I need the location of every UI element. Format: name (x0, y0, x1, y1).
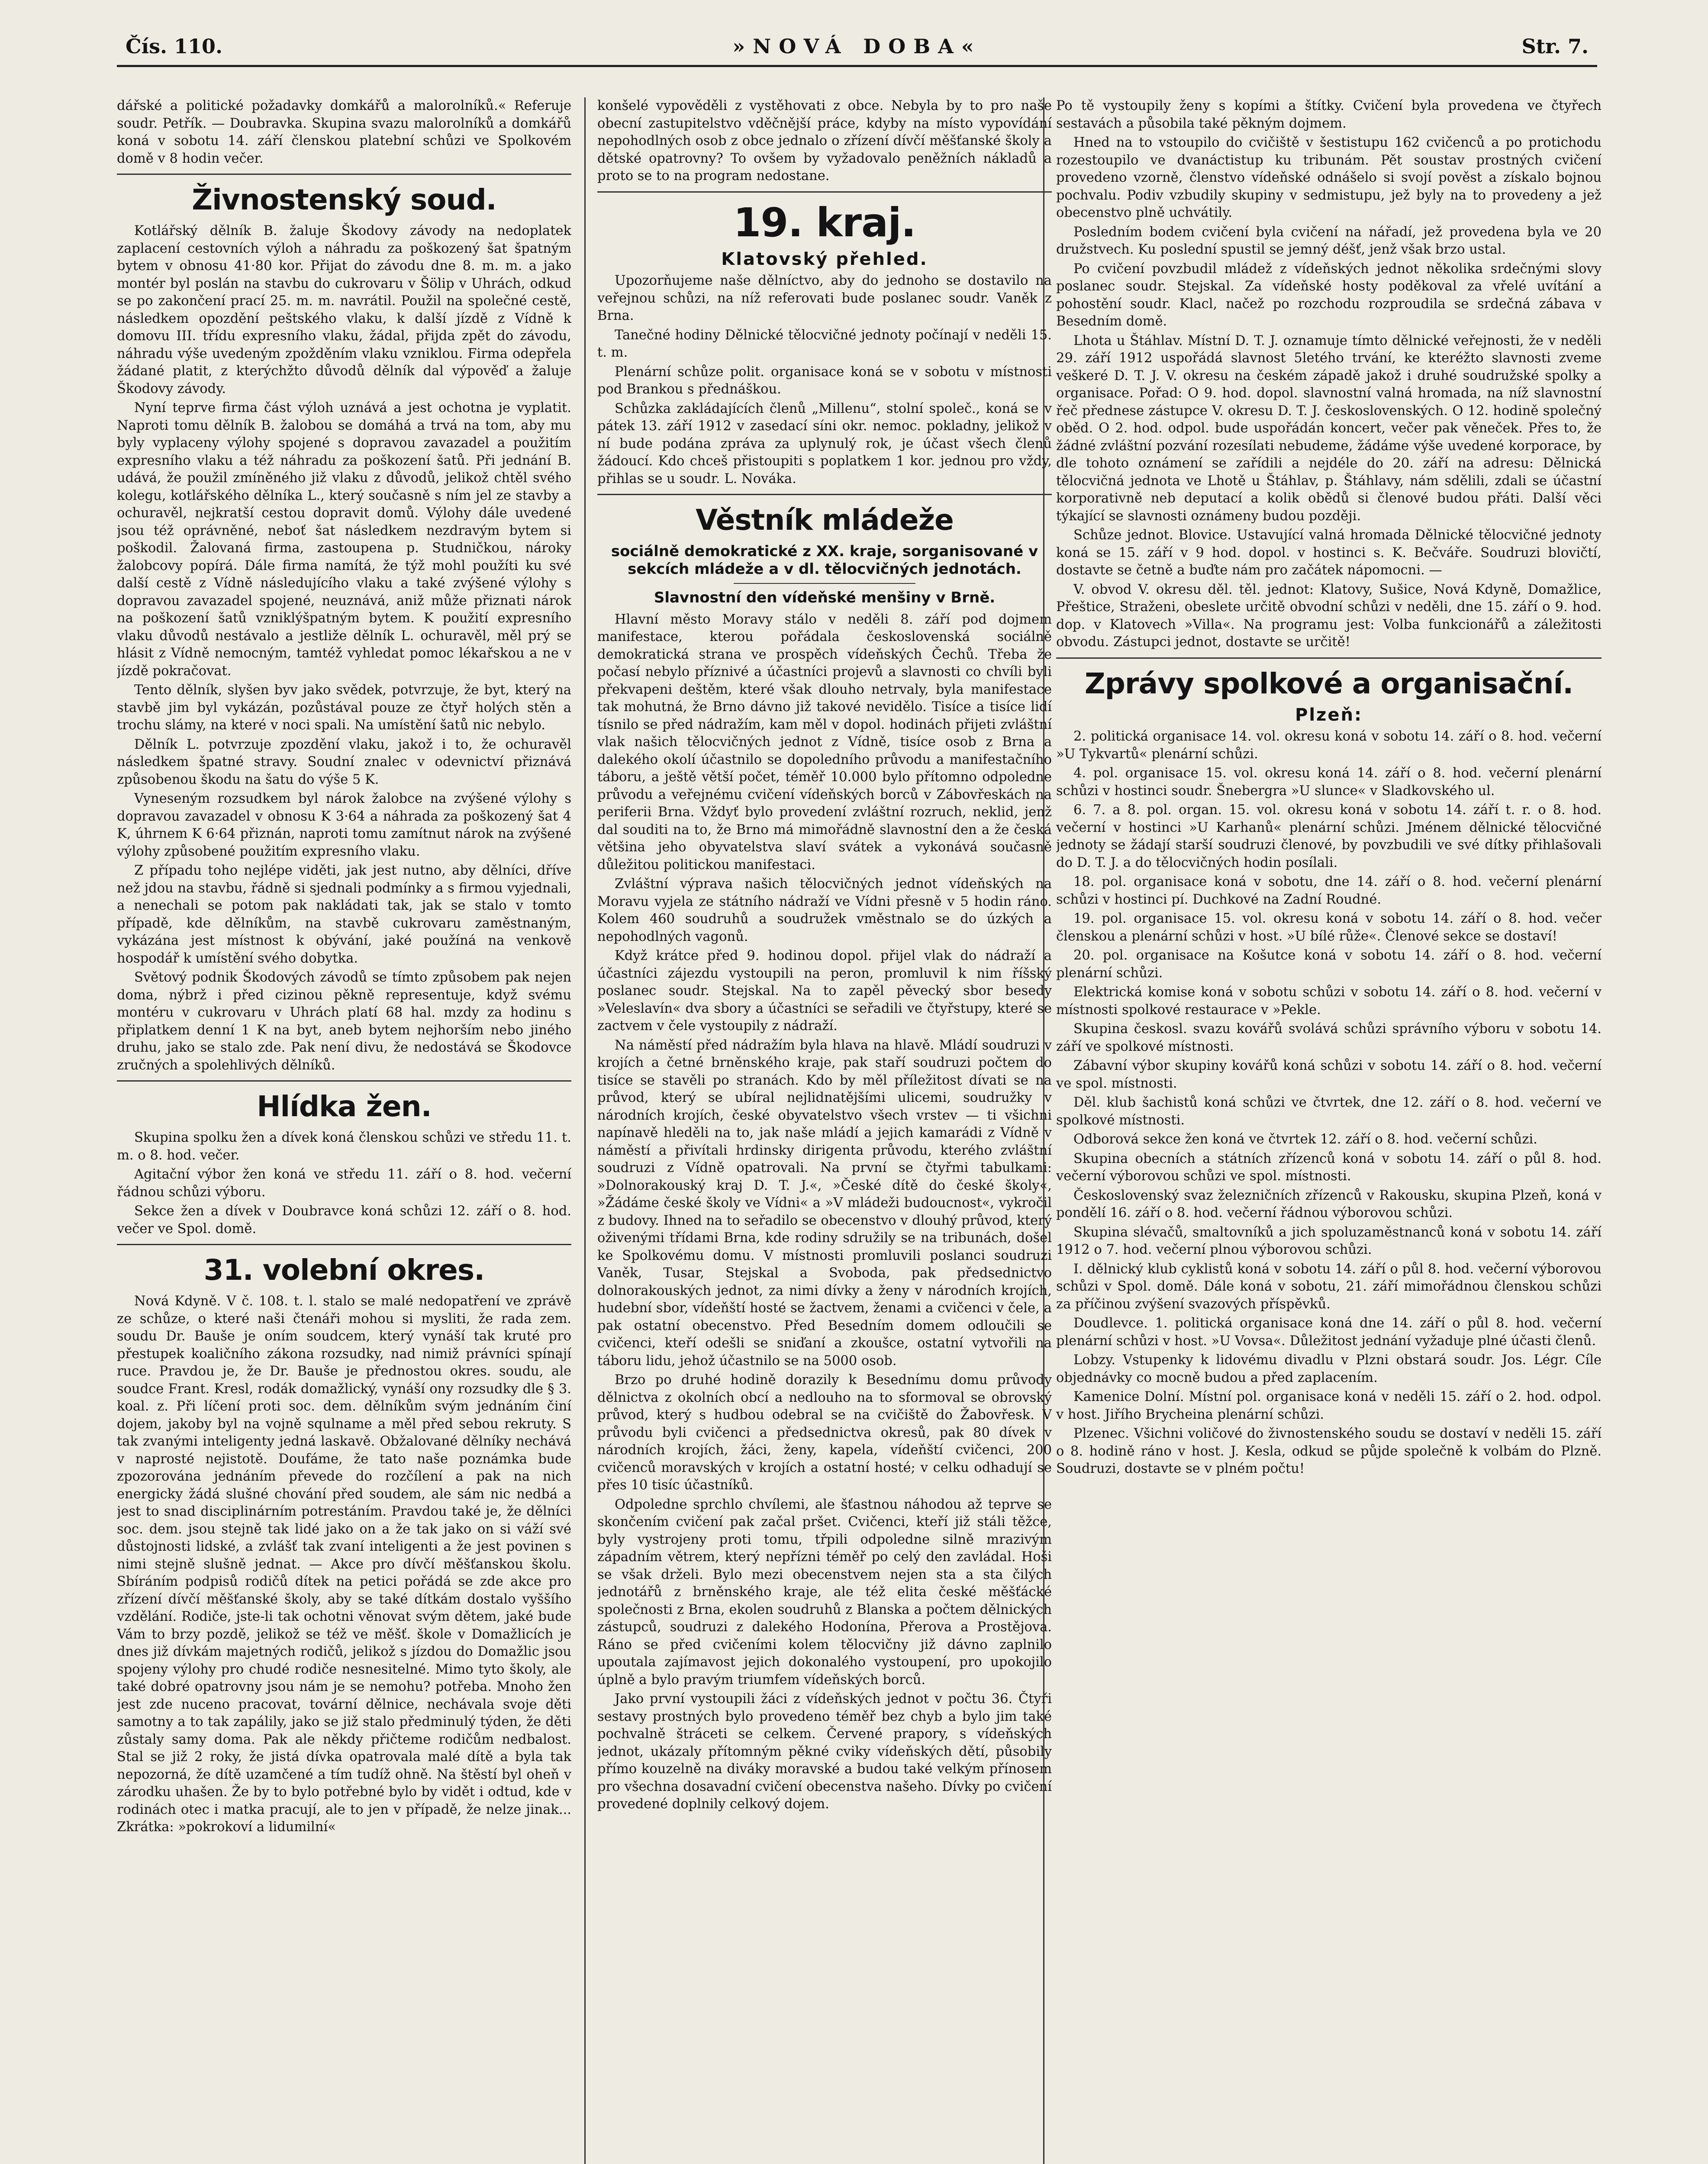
article-paragraph: Po cvičení povzbudil mládež z vídeňských jednot několika srdečnými slovy poslanec soudr. Stejskal. Za vídeňské hosty poděkoval za vřelé uvítání a pohostění soudr. Klacl, načež po rozchodu rozproudila se srdečná zábava v Besedním domě. (1056, 261, 1602, 329)
article-paragraph: Posledním bodem cvičení byla cvičení na nářadí, jež provedena byla ve 20 družstvech. Ku poslední spustil se jemný déšť, jenž však brzo ustal. (1056, 224, 1602, 257)
section-subheading: Plzeň: (1295, 705, 1363, 725)
column-1 (117, 97, 571, 2164)
article-paragraph: Hlavní město Moravy stálo v neděli 8. září pod dojmem manifestace, kterou pořádala československá sociálně demokratická strana ve prospěch vídeňských Čechů. Třeba že počasí nebylo příznivé a účastníci projevů a slavnosti co chvíli byli překvapeni deštěm, které však dlouho netrvaly, byla manifestace tak mohutná, že Brno dávno již takové nevidělo. Tisíce a tisíce lidí tísnilo se před nádražím, kam měl v dopol. hodinách přijeti zvláštní vlak našich tělocvičných jednot z Vídně, tisíce osob z Brna a dalekého okolí účastnilo se dopoledního průvodu a manifestačního táboru, a ještě větší počet, téměř 10.000 bylo přítomno odpoledne průvodu a veřejnému cvičení vídeňských borců v Zábovřeskách na periferii Brna. Vždyť bylo provedení zvláštní rozruch, neklid, jenž dal souditi na to, že Brno má mimořádně slavnostní den a že česká většina jeho obyvatelstva slaví svátek a vykonává současně důležitou politickou manifestaci. (597, 612, 1052, 873)
article-paragraph: Odborová sekce žen koná ve čtvrtek 12. září o 8. hod. večerní schůzi. (1073, 1132, 1537, 1147)
article-paragraph: Brzo po druhé hodině dorazily k Besednímu domu průvody dělnictva z okolních obcí a nedlouho na to sformoval se obrovský průvod, který s hudbou odebral se na cvičiště do Žabovřesk. V průvodu byli cvičenci a předsednictva okresů, pak 80 dívek v národních krojích, žáci, ženy, kapela, vídeňští cvičenci, 200 cvičenců moravských v krojích a ostatní hosté; v celku odhadují se přes 10 tisíc účastníků. (597, 1372, 1052, 1493)
header-rule (117, 65, 1597, 67)
article-paragraph: Zvláštní výprava našich tělocvičných jednot vídeňských na Moravu vyjela ze státního nádraží ve Vídni přesně v 5 hodin ráno. Kolem 460 soudruhů a soudružek vměstnalo se do úzkých a nepohodlných vagonů. (597, 876, 1052, 944)
article-paragraph: Jako první vystoupili žáci z vídeňských jednot v počtu 36. Čtyři sestavy prostných bylo provedeno téměř bez chyb a bylo jim také pochvalně štráceti se celkem. Červené prapory, s vídeňských jednot, ukázaly přítomným pěkné cviky vídeňských dětí, působily přímo kouzelně na diváky moravské a budou také velkým přínosem pro všechna dosavadní cvičení obecenstva našeho. Dívky po cvičení provedené doplnily celkový dojem. (597, 1691, 1052, 1812)
column-2 (597, 97, 1052, 2164)
section-rule (734, 583, 915, 584)
masthead-title: »NOVÁ DOBA« (732, 35, 982, 58)
column-3 (1056, 97, 1602, 2164)
section-rule (1056, 657, 1602, 659)
article-heading: Slavnostní den vídeňské menšiny v Brně. (654, 589, 996, 606)
article-paragraph: Sekce žen a dívek v Doubravce koná schůzi 12. září o 8. hod. večer ve Spol. domě. (117, 1204, 571, 1237)
article-paragraph: Kotlářský dělník B. žaluje Škodovy závody na nedoplatek zaplacení cestovních výloh a náhradu za poškozený šat špatným bytem v obnosu 41·80 kor. Přijat do závodu dne 8. m. m. a jako montér byl poslán na stavbu do cukrovaru v Šölip v Uhrách, odkud se po zakončení prací 25. m. m. navrátil. Použil na společné cestě, následkem opozdění peštského vlaku, k další jízdě z Vídně k domovu III. třídu expresního vlaku, žádal, přijda zpět do závodu, náhradu výše uvedeným zpožděním vlaku vzniklou. Firma odepřela žádané platit, z kterýchžto důvodů dělník dal výpověď a žaluje Škodovy závody. (117, 223, 571, 396)
article-paragraph: Po tě vystoupily ženy s kopími a štítky. Cvičení byla provedena ve čtyřech sestavách a působila také pěkným dojmem. (1056, 98, 1602, 131)
article-paragraph: Zábavní výbor skupiny kovářů koná schůzi v sobotu 14. září o 8. hod. večerní ve spol. místnosti. (1056, 1058, 1602, 1091)
article-paragraph: 4. pol. organisace 15. vol. okresu koná 14. září o 8. hod. večerní plenární schůzi v hostinci soudr. Šnebergra »U slunce« v Sladkovského ul. (1056, 766, 1602, 799)
article-paragraph: Lobzy. Vstupenky k lidovému divadlu v Plzni obstará soudr. Jos. Légr. Cíle objednávky co mocně budou a před zaplacením. (1056, 1352, 1602, 1385)
article-paragraph: 19. pol. organisace 15. vol. okresu koná v sobotu 14. září o 8. hod. večer členskou a plenární schůzi v host. »U bílé růže«. Členové sekce se dostaví! (1056, 911, 1602, 944)
article-paragraph: Na náměstí před nádražím byla hlava na hlavě. Mládí soudruzi v krojích a četné brněnského kraje, pak staří soudruzi počtem do tisíce se stavěli po stranách. Kdo by měl příležitost dívati se na průvod, který se ubíral nejlidnatějšími ulicemi, soudružky v národních krojích, české obyvatelstvo všech vrstev — ti všichni napínavě hleděli na to, jak naše mládí a jejich kamarádi z Vídně v náměstí a přivítali hrdinsky dirigenta průvodu, kterého zvláštní soudruzi z Vídně opatrovali. Na první se čtyřmi tabulkami: »Dolnorakouský kraj D. T. J.«, »České dítě do české školy«, »Žádáme české školy ve Vídni« a »V mládeži budoucnost«, vykročil z budovy. Ihned na to seřadilo se obecenstvo v dlouhý průvod, který oživenými třídami Brna, kde rodiny sdružily se na tribunách, došel ke Spolkovému domu. V místnosti promluvili poslanci soudruzi Vaněk, Tusar, Stejskal a Svoboda, pak předsednictvo dolnorakouských jednot, za nimi dívky a ženy v národních krojích, hudební sbor, vídeňští hosté se žactvem, ženami a cvičenci v čele, a pak ostatní obecenstvo. Před Besedním domem odloučili se cvičenci, kteří odešli se sniďaní a zkoušce, ostatní vytvořili na táboru lidu, jehož účastnilo se na 5000 osob. (597, 1037, 1052, 1369)
article-paragraph: Světový podnik Škodových závodů se tímto způsobem pak nejen doma, nýbrž i před cizinou pěkně representuje, když svému montéru v cukrovaru v Uhrách platí 68 hal. mzdy za hodinu s připlatkem denní 1 K na byt, aneb bytem nejhorším nebo jiného druhu, jako se stalo zde. Pak není divu, že nedostává se Škodovce zručných a spolehlivých dělníků. (117, 970, 571, 1073)
section-subheading: sociálně demokratické z XX. kraje, sorganisované v sekcích mládeže a v dl. tělocvičných jednotách. (611, 543, 1038, 578)
page-header (126, 30, 1589, 61)
article-paragraph: Tanečné hodiny Dělnické tělocvičné jednoty počínají v neděli 15. t. m. (597, 327, 1052, 360)
article-paragraph: Doudlevce. 1. politická organisace koná dne 14. září o půl 8. hod. večerní plenární schůzi v host. »U Vovsa«. Důležitost jednání vyžaduje plné účasti členů. (1056, 1316, 1602, 1349)
article-paragraph: 6. 7. a 8. pol. organ. 15. vol. okresu koná v sobotu 14. září t. r. o 8. hod. večerní v hostinci »U Karhanů« plenární schůzi. Jménem dělnické tělocvičné jednoty se žádají starší soudruzi členové, by povzbudili ve své dítky přihlašovali do D. T. J. a do tělocvičných hodin posílali. (1056, 802, 1602, 870)
issue-number: Čís. 110. (126, 35, 223, 58)
section-rule (117, 174, 571, 175)
article-paragraph: Skupina spolku žen a dívek koná členskou schůzi ve středu 11. t. m. o 8. hod. večer. (117, 1130, 571, 1163)
article-paragraph: Děl. klub šachistů koná schůzi ve čtvrtek, dne 12. září o 8. hod. večerní ve spolkové místnosti. (1056, 1095, 1602, 1128)
article-paragraph: Hned na to vstoupilo do cvičiště v šestistupu 162 cvičenců a po protichodu rozestoupilo ve dvanáctistup ku tribunám. Pět soustav prostných cvičení provedeno vzorně, členstvo vídeňské odnášelo si svojí pověst a získalo bojnou pochvalu. Podiv vzbudily skupiny v sedmistupu, jež byly na to provedeny a jež obecenstvo plně uchvátily. (1056, 135, 1602, 220)
page-number: Str. 7. (1521, 35, 1589, 58)
article-paragraph: Československý svaz železničních zřízenců v Rakousku, skupina Plzeň, koná v pondělí 16. září o 8. hod. večerní řádnou výborovou schůzi. (1056, 1188, 1602, 1220)
article-paragraph: Upozorňujeme naše dělníctvo, aby do jednoho se dostavilo na veřejnou schůzi, na níž referovati bude poslanec soudr. Vaněk z Brna. (597, 273, 1052, 323)
article-paragraph: Skupina českosl. svazu kovářů svolává schůzi správního výboru v sobotu 14. září ve spolkové místnosti. (1056, 1021, 1602, 1054)
article-paragraph: Odpoledne sprchlo chvílemi, ale šťastnou náhodou až teprve se skončením cvičení pak začal pršet. Cvičenci, kteří již stáli těžce, byly vystrojeny proti tomu, třpili odpoledne silně mrazivým západním větrem, který nepřízni téměř po celý den zavládal. Hoši se však drželi. Bylo mezi obecenstvem nejen sta a sta čilých jednotářů z brněnského kraje, ale též elita české měšťácké společnosti z Brna, ekolen soudruhů z Blanska a počtem dělnických zástupců, soudruzi z dalekého Hodonína, Přerova a Prostějova. Ráno se před cvičeními kolem tělocvičny již dávno zaplnilo upoutala zajímavost jejich dokonalého vystoupení, pro upokojilo úplně a bylo pravým triumfem vídeňských borců. (597, 1497, 1052, 1687)
article-paragraph: dářské a politické požadavky domkářů a malorolníků.« Referuje soudr. Petřík. — Doubravka. Skupina svazu malorolníků a domkářů koná v sobotu 14. září členskou platební schůzi ve Spolkovém domě v 8 hodin večer. (117, 98, 571, 166)
article-paragraph: 2. politická organisace 14. vol. okresu koná v sobotu 14. září o 8. hod. večerní »U Tykvartů« plenární schůzi. (1056, 729, 1602, 762)
section-heading: 19. kraj. (733, 199, 916, 246)
article-paragraph: Z případu toho nejlépe viděti, jak jest nutno, aby dělníci, dříve než jdou na stavbu, řádně si sjednali podmínky a s firmou vyjednali, a nenechali se potom pak nakládati tak, jak se stalo v tomto případě, kde dělníkům, na stavbě cukrovaru zaměstnaným, vykázána jest místnost k obývání, jaké použíná na venkově hospodář k umístění svého dobytka. (117, 863, 571, 966)
section-heading: Hlídka žen. (257, 1090, 432, 1123)
article-paragraph: Elektrická komise koná v sobotu schůzi v sobotu 14. září o 8. hod. večerní v místnosti spolkové restaurace v »Pekle. (1056, 985, 1602, 1018)
article-paragraph: Nyní teprve firma část výloh uznává a jest ochotna je vyplatit. Naproti tomu dělník B. žalobou se domáhá a trvá na tom, aby mu byly vyplaceny výlohy spojené s dopravou zavazadel a použitím expresního vlaku a též náhradu za poškození šatů. Při jednání B. udává, že použil zmíněného již vlaku z důvodů, jelikož chtěl svého kolegu, kotlářského dělníka L., který současně s ním jel ze stavby a ochuravěl, nejkratší cestou dopravit domů. Výlohy dále uvedené jsou též oprávněné, neboť šat následkem nezdravým bytem si poškodil. Žalovaná firma, zastoupena p. Studničkou, nároky žalobcovy popírá. Dále firma namítá, že týž mohl použíti ku své další cestě z Vídně následujícího vlaku a také zvýšené výlohy s dopravou zavazadel spojené, neuznává, aniž může přiznati nárok na poškození šatů vzniklýšpatným bytem. K použití expresního vlaku důvodů nestávalo a jestliže dělník L. ochuravěl, měl prý se hlásit z Vídně nemocným, tamtéž vyhledat pomoc lékařskou a ne v jízdě pokračovat. (117, 400, 571, 679)
article-paragraph: Kamenice Dolní. Místní pol. organisace koná v neděli 15. září o 2. hod. odpol. v host. Jiřího Brycheina plenární schůzi. (1056, 1389, 1602, 1422)
article-paragraph: V. obvod V. okresu děl. těl. jednot: Klatovy, Sušice, Nová Kdyně, Domažlice, Přeštice, Straženi, obeslete určitě obvodní schůzi v neděli, dne 15. září o 9. hod. dop. v Klatovech »Villa«. Na programu jest: Volba funkcionářů a záležitosti obvodu. Zástupci jednot, dostavte se určitě! (1056, 582, 1602, 650)
section-heading: 31. volební okres. (203, 1253, 485, 1287)
article-paragraph: Plzenec. Všichni voličové do živnostenského soudu se dostaví v neděli 15. září o 8. hodině ráno v host. J. Kesla, odkud se půjde společně k volbám do Plzně. Soudruzi, dostavte se v plném počtu! (1056, 1426, 1602, 1476)
article-paragraph: Schůzka zakládajících členů „Millenu“, stolní společ., koná se v pátek 13. září 1912 v zasedací síni okr. nemoc. pokladny, jelikož v ní bude podána zpráva za uplynulý rok, je účast všech členů žádoucí. Kdo chceš přistoupiti s poplatkem 1 kor. jednou pro vždy, přihlas se u soudr. L. Nováka. (597, 401, 1052, 486)
article-paragraph: I. dělnický klub cyklistů koná v sobotu 14. září o půl 8. hod. večerní výborovou schůzi v Spol. domě. Dále koná v sobotu, 21. září mimořádnou členskou schůzi za příčinou zvýšení svazových příspěvků. (1056, 1261, 1602, 1312)
article-paragraph: Když krátce před 9. hodinou dopol. přijel vlak do nádraží a účastníci zájezdu vystoupili na peron, promluvil k nim říšský poslanec soudr. Stejskal. Na to zapěl pěvecký sbor besedy »Veleslavín« dva sbory a účastníci se seřadili ve čtyřstupy, které se zactvem v čele vystoupily z nádraží. (597, 948, 1052, 1034)
article-paragraph: Skupina slévačů, smaltovníků a jich spoluzaměstnanců koná v sobotu 14. září 1912 o 7. hod. večerní plnou výborovou schůzi. (1056, 1224, 1602, 1257)
article-paragraph: Agitační výbor žen koná ve středu 11. září o 8. hod. večerní řádnou schůzi výboru. (117, 1167, 571, 1200)
article-paragraph: 18. pol. organisace koná v sobotu, dne 14. září o 8. hod. večerní plenární schůzi v hostinci pí. Duchkové na Zadní Roudné. (1056, 874, 1602, 907)
section-rule (117, 1244, 571, 1245)
section-rule (117, 1080, 571, 1082)
article-paragraph: Schůze jednot. Blovice. Ustavující valná hromada Dělnické tělocvičné jednoty koná se 15. září v 9 hod. dopol. v hostinci s. K. Bečváře. Soudruzi blovičtí, dostavte se četně a buďte nám pro začátek nápomocni. — (1056, 528, 1602, 578)
article-paragraph: Vyneseným rozsudkem byl nárok žalobce na zvýšené výlohy s dopravou zavazadel v obnosu K 3·64 a náhrada za poškozený šat 4 K, úhrnem K 6·64 přiznán, naproti tomu zamítnut nárok na zvýšené výlohy způsobené použitím expresního vlaku. (117, 791, 571, 859)
section-rule (597, 191, 1052, 193)
section-rule (597, 494, 1052, 495)
article-paragraph: Nová Kdyně. V č. 108. t. l. stalo se malé nedopatření ve zprávě ze schůze, o které naši čtenáři mohou si mysliti, že rada zem. soudu Dr. Bauše je oním soudcem, který vynáší tak kruté pro přestupek koaličního zákona rozsudky, nad nimiž právníci spínají ruce. Pravdou je, že Dr. Bauše je přednostou okres. soudu, ale soudce Frant. Kresl, rodák domažlický, vynáší ony rozsudky dle § 3. koal. z. Při líčení proti soc. dem. dělníkům svým jednáním činí dojem, jakoby byl na vojně squlname a měl před sebou rekruty. S tak zvanými inteligenty jedná laskavě. Obžalované dělníky nechává v naprosté nejistotě. Doufáme, že tato naše poznámka bude zpozorována jednáním převede do rozčílení a pak na nich energicky žádá slušné chování před soudem, ale sám nic nedbá a jest to snad disciplinárním potrestáním. Pravdou také je, že dělníci soc. dem. jsou stejně tak lidé jako on a že tak jako on si váží své důstojnosti lidské, a zvlášť tak zvaní inteligenti a že jest povinen s nimi stejně slušně jednat. — Akce pro dívčí měšťanskou školu. Sbíráním podpisů rodičů dítek na petici pořádá se zde akce pro zřízení dívčí měšťanské školy, aby se také dítkám dostalo vyššího vzdělání. Rodiče, jste-li tak ochotni věnovat svým dětem, jaké bude Vám to brzy pozdě, jelikož se též ve měšť. škole v Domažlicích je dnes již dívkám majetných rodičů, jelikož s jízdou do Domažlic jsou spojeny výlohy pro chudé rodiče nesnesitelné. Mimo tyto školy, ale také dobré opatrovny jsou nám je se nemohu? potřeba. Mnoho žen jest zde nuceno pracovat, tovární dělnice, nechávala svoje děti samotny a to tak zapálily, jako se již stalo předminulý týden, že děti zůstaly samy doma. Pak ale někdy přičteme rodičům nedbalost. Stal se již 2 roky, že jistá dívka opatrovala malé dítě a byla tak nepozorná, že dítě uzamčené a tím tudíž ohně. Na štěstí byl oheň v zárodku uhašen. Že by to bylo potřebné bylo by vidět i odtud, kde v rodinách otec i matka pracují, ale to jen v případě, že nelze jinak... Zkrátka: »pokrokoví a lidumilní« (117, 1294, 571, 1835)
article-paragraph: Skupina obecních a státních zřízenců koná v sobotu 14. září o půl 8. hod. večerní výborovou schůzi ve spol. místnosti. (1056, 1151, 1602, 1184)
section-heading: Zprávy spolkové a organisační. (1084, 667, 1573, 700)
section-heading: Živnostenský soud. (192, 183, 496, 216)
article-paragraph: 20. pol. organisace na Košutce koná v sobotu 14. září o 8. hod. večerní plenární schůzi. (1056, 948, 1602, 981)
section-subheading: Klatovský přehled. (721, 249, 928, 269)
section-heading: Věstník mládeže (696, 503, 954, 537)
article-paragraph: Lhota u Štáhlav. Místní D. T. J. oznamuje tímto dělnické veřejnosti, že v neděli 29. září 1912 uspořádá slavnost 5letého trvání, ke kteréžto slavnosti zveme veškeré D. T. J. V. okresu na českém západě jakož i druhé soudružské spolky a organisace. Pořad: O 9. hod. dopol. slavnostní valná hromada, na níž slavnostní řeč přednese zástupce V. okresu D. T. J. československých. O 12. hodině společný oběd. O 2. hod. odpol. bude uspořádán koncert, večer pak věneček. Přes to, že žádné zvláštní pozvání rozesílati nebudeme, žádáme výše uvedené korporace, by dle tohoto oznámení se zařídili a nejdéle do 20. září na adresu: Dělnická tělocvičná jednota ve Lhotě u Štáhlav, p. Štáhlavy, nám sdělili, zdali se účastní korporativně neb deputací a kolik obědů si členové budou přáti. Další věci týkající se slavnosti oznámeny budou později. (1056, 333, 1602, 524)
article-paragraph: Tento dělník, slyšen byv jako svědek, potvrzuje, že byt, který na stavbě jim byl vykázán, pozůstával pouze ze čtyř holých stěn a trochu slámy, na které v noci spali. Na umístění šatů nic nebylo. (117, 683, 571, 733)
article-paragraph: konšelé vypověděli z vystěhovati z obce. Nebyla by to pro naše obecní zastupitelstvo vděčnější práce, kdyby na místo vypovídání nepohodlných osob z obce jednalo o zřízení dívčí měšťanské školy a dětské opatrovny? To ovšem by vyžadovalo peněžních nákladů a proto se to na program nedostane. (597, 98, 1052, 184)
article-paragraph: Dělník L. potvrzuje zpozdění vlaku, jakož i to, že ochuravěl následkem špatné stravy. Soudní znalec v odevnictví přiznává způsobenou škodu na šatu do výše 5 K. (117, 737, 571, 787)
article-paragraph: Plenární schůze polit. organisace koná se v sobotu v místnosti pod Brankou s přednáškou. (597, 364, 1052, 397)
column-divider (584, 97, 586, 2164)
